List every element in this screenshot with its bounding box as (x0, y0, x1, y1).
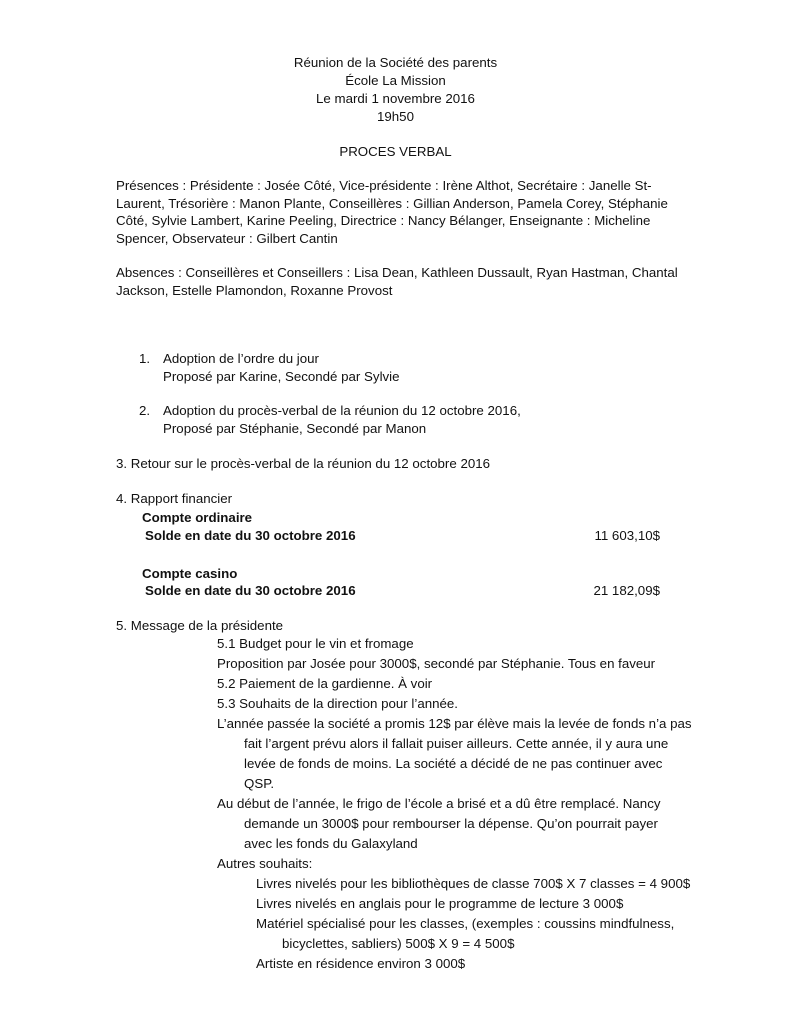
subitem-line: demande un 3000$ pour rembourser la dépense. Qu’on pourrait payer (244, 816, 658, 831)
account-casino-label: Compte casino (142, 566, 238, 581)
subitem-5-1: 5.1 Budget pour le vin et fromage (217, 636, 414, 651)
meeting-title: Réunion de la Société des parents (293, 55, 498, 70)
subitem-5-2: 5.2 Paiement de la gardienne. À voir (217, 676, 433, 691)
account-ordinaire-balance-label: Solde en date du 30 octobre 2016 (145, 528, 356, 543)
item-title: Adoption du procès-verbal de la réunion du 12 octobre 2016, (163, 403, 521, 418)
subitem-line: Autres souhaits: (217, 856, 313, 871)
meeting-time: 19h50 (377, 109, 414, 124)
wish-item: Livres nivelés pour les bibliothèques de classe 700$ X 7 classes = 4 900$ (256, 876, 691, 891)
account-casino-balance-label: Solde en date du 30 octobre 2016 (145, 583, 356, 598)
meeting-date: Le mardi 1 novembre 2016 (316, 91, 475, 106)
subitem-line: avec les fonds du Galaxyland (244, 836, 418, 851)
wish-item: Matériel spécialisé pour les classes, (exemples : coussins mindfulness, (256, 916, 675, 931)
presences-line: Présences : Présidente : Josée Côté, Vice-présidente : Irène Althot, Secrétaire : Janelle St- (116, 178, 652, 193)
subitem-line: Proposition par Josée pour 3000$, secondé par Stéphanie. Tous en faveur (217, 656, 656, 671)
document-title: PROCES VERBAL (339, 144, 452, 159)
account-ordinaire-label: Compte ordinaire (142, 510, 253, 525)
absences-line: Absences : Conseillères et Conseillers : Lisa Dean, Kathleen Dussault, Ryan Hastman, Chantal (116, 265, 678, 280)
item-proposal: Proposé par Karine, Secondé par Sylvie (163, 369, 400, 384)
wish-item: Artiste en résidence environ 3 000$ (256, 956, 466, 971)
presences-line: Côté, Sylvie Lambert, Karine Peeling, Directrice : Nancy Bélanger, Enseignante : Micheline (116, 213, 651, 228)
presences-line: Spencer, Observateur : Gilbert Cantin (116, 231, 338, 246)
agenda-item-5: 5. Message de la présidente (116, 618, 284, 633)
item-title: Adoption de l’ordre du jour (163, 351, 319, 366)
item-number: 1. (139, 351, 151, 366)
item-proposal: Proposé par Stéphanie, Secondé par Manon (163, 421, 427, 436)
subitem-5-3: 5.3 Souhaits de la direction pour l’année. (217, 696, 458, 711)
subitem-line: Au début de l’année, le frigo de l’école a brisé et a dû être remplacé. Nancy (217, 796, 661, 811)
subitem-line: QSP. (244, 776, 275, 791)
account-ordinaire-amount: 11 603,10$ (594, 528, 660, 543)
absences-line: Jackson, Estelle Plamondon, Roxanne Provost (116, 283, 393, 298)
agenda-item-3: 3. Retour sur le procès-verbal de la réunion du 12 octobre 2016 (116, 456, 491, 471)
wish-item: bicyclettes, sabliers) 500$ X 9 = 4 500$ (282, 936, 515, 951)
subitem-line: fait l’argent prévu alors il fallait puiser ailleurs. Cette année, il y aura une (244, 736, 669, 751)
subitem-line: levée de fonds de moins. La société a décidé de ne pas continuer avec (244, 756, 663, 771)
school-name: École La Mission (345, 73, 446, 88)
item-number: 2. (139, 403, 151, 418)
presences-line: Laurent, Trésorière : Manon Plante, Conseillères : Gillian Anderson, Pamela Corey, Stéphanie (116, 196, 668, 211)
agenda-item-4: 4. Rapport financier (116, 491, 233, 506)
account-casino-amount: 21 182,09$ (593, 583, 660, 598)
subitem-line: L’année passée la société a promis 12$ par élève mais la levée de fonds n’a pas (217, 716, 692, 731)
wish-item: Livres nivelés en anglais pour le programme de lecture 3 000$ (256, 896, 624, 911)
